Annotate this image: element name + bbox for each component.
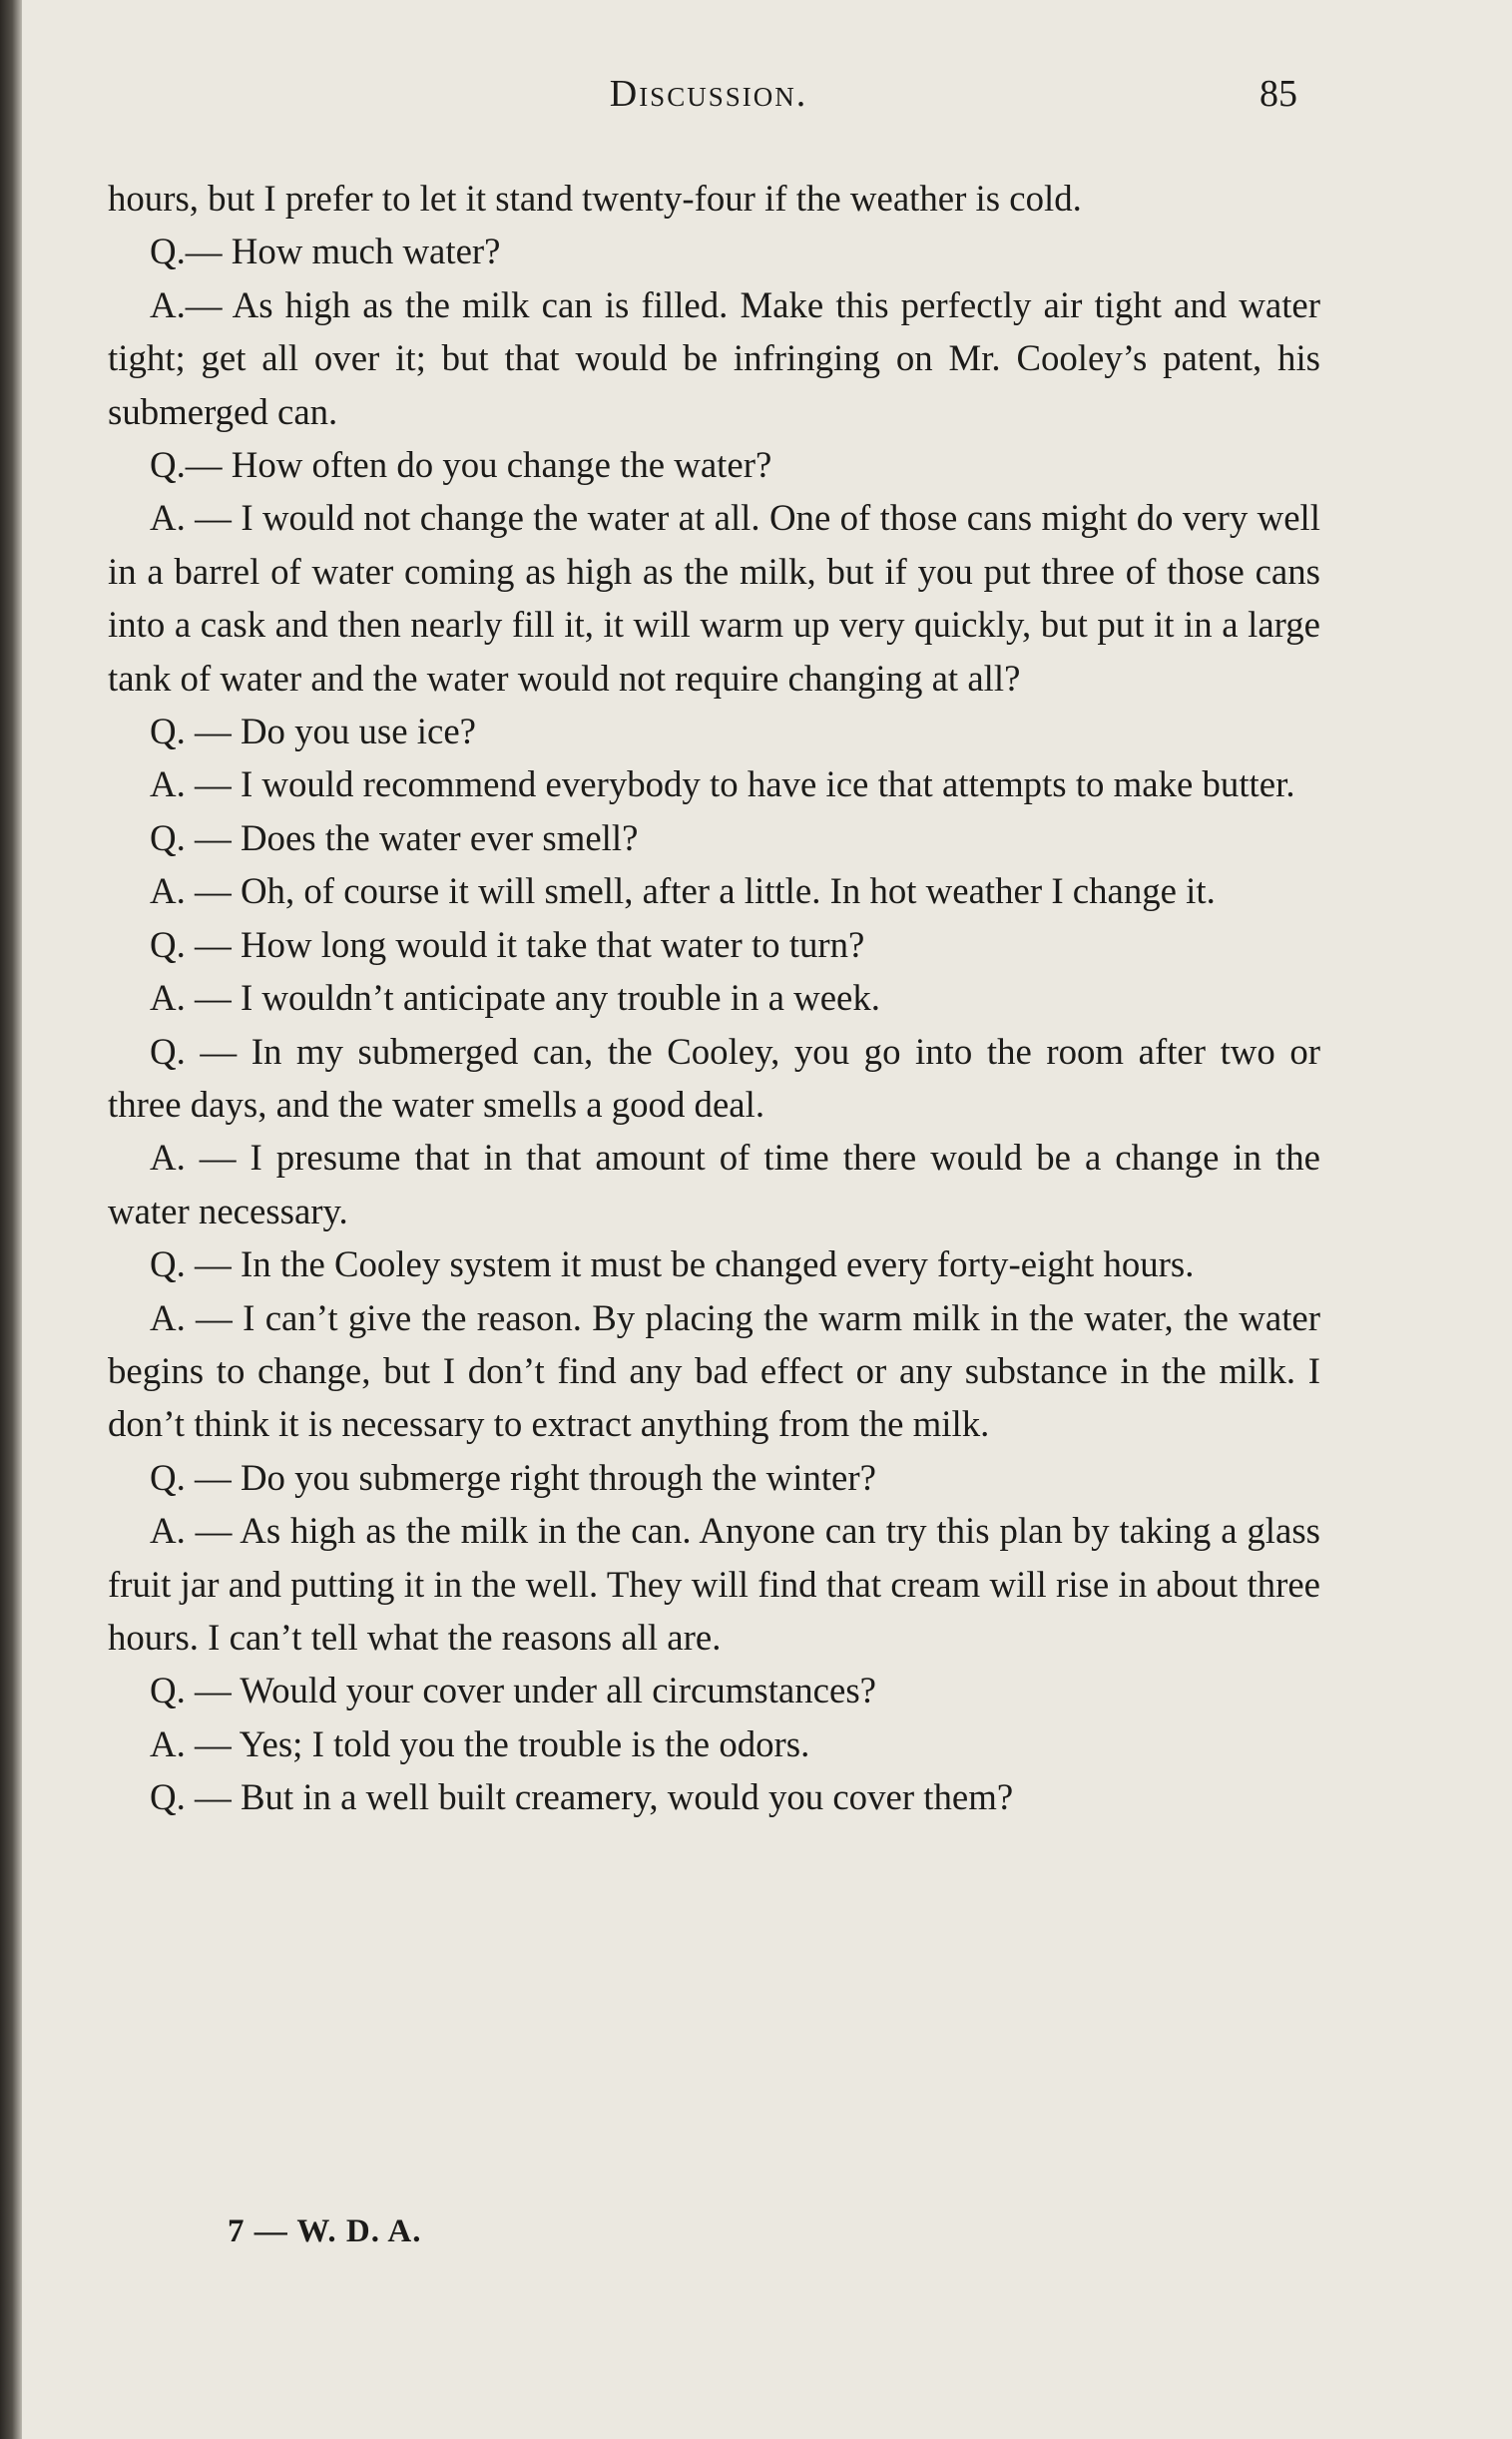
answer: A. — As high as the milk in the can. Anyone can try this plan by taking a glass fruit jar and putting it in the well. They will find that cream will rise in about three hours. I can’t tell what the reasons all are. [108,1510,1320,1658]
question: Q. — In my submerged can, the Cooley, you go into the room after two or three days, and the water smells a good deal. [108,1030,1320,1125]
question: Q. — But in a well built creamery, would you cover them? [150,1776,1014,1818]
answer: A. — I can’t give the reason. By placing the warm milk in the water, the water begins to change, but I don’t find any bad effect or any substance in the milk. I don’t think it is necessary to extract anything from the milk. [108,1296,1320,1445]
answer: A. — I would not change the water at all. One of those cans might do very well in a barrel of water coming as high as the milk, but if you put three of those cans into a cask and then nearly fill it, it will warm up very quickly, but put it in a large tank of water and the water would not require changing at all? [108,497,1320,699]
question: Q. — Do you submerge right through the winter? [150,1456,876,1498]
question: Q. — How long would it take that water to turn? [150,923,865,965]
question: Q. — Do you use ice? [150,711,477,752]
question: Q.— How much water? [150,231,501,272]
answer: A. — I would recommend everybody to have ice that attempts to make butter. [150,763,1295,805]
question: Q.— How often do you change the water? [150,444,772,486]
question: Q. — In the Cooley system it must be changed every forty-eight hours. [150,1243,1195,1285]
answer: A. — I presume that in that amount of time there would be a change in the water necessary. [108,1137,1320,1231]
page-number: 85 [1260,73,1297,115]
answer: A. — I wouldn’t anticipate any trouble in a week. [150,977,880,1019]
signature-mark: 7 — W. D. A. [228,2213,422,2249]
answer: A. — Yes; I told you the trouble is the odors. [150,1722,810,1764]
body-text [108,172,1320,1824]
question: Q. — Would your cover under all circumstances? [150,1670,876,1711]
paragraph: hours, but I prefer to let it stand twenty-four if the weather is cold. [108,178,1082,219]
book-spine-shadow [0,0,22,2439]
running-head: Discussion. [609,73,808,115]
page-header [0,72,1512,132]
question: Q. — Does the water ever smell? [150,816,639,858]
answer: A. — Oh, of course it will smell, after a little. In hot weather I change it. [150,870,1216,912]
answer: A.— As high as the milk can is filled. Make this perfectly air tight and water tight; get all over it; but that would be infringing on Mr. Cooley’s patent, his submerged can. [108,283,1320,432]
